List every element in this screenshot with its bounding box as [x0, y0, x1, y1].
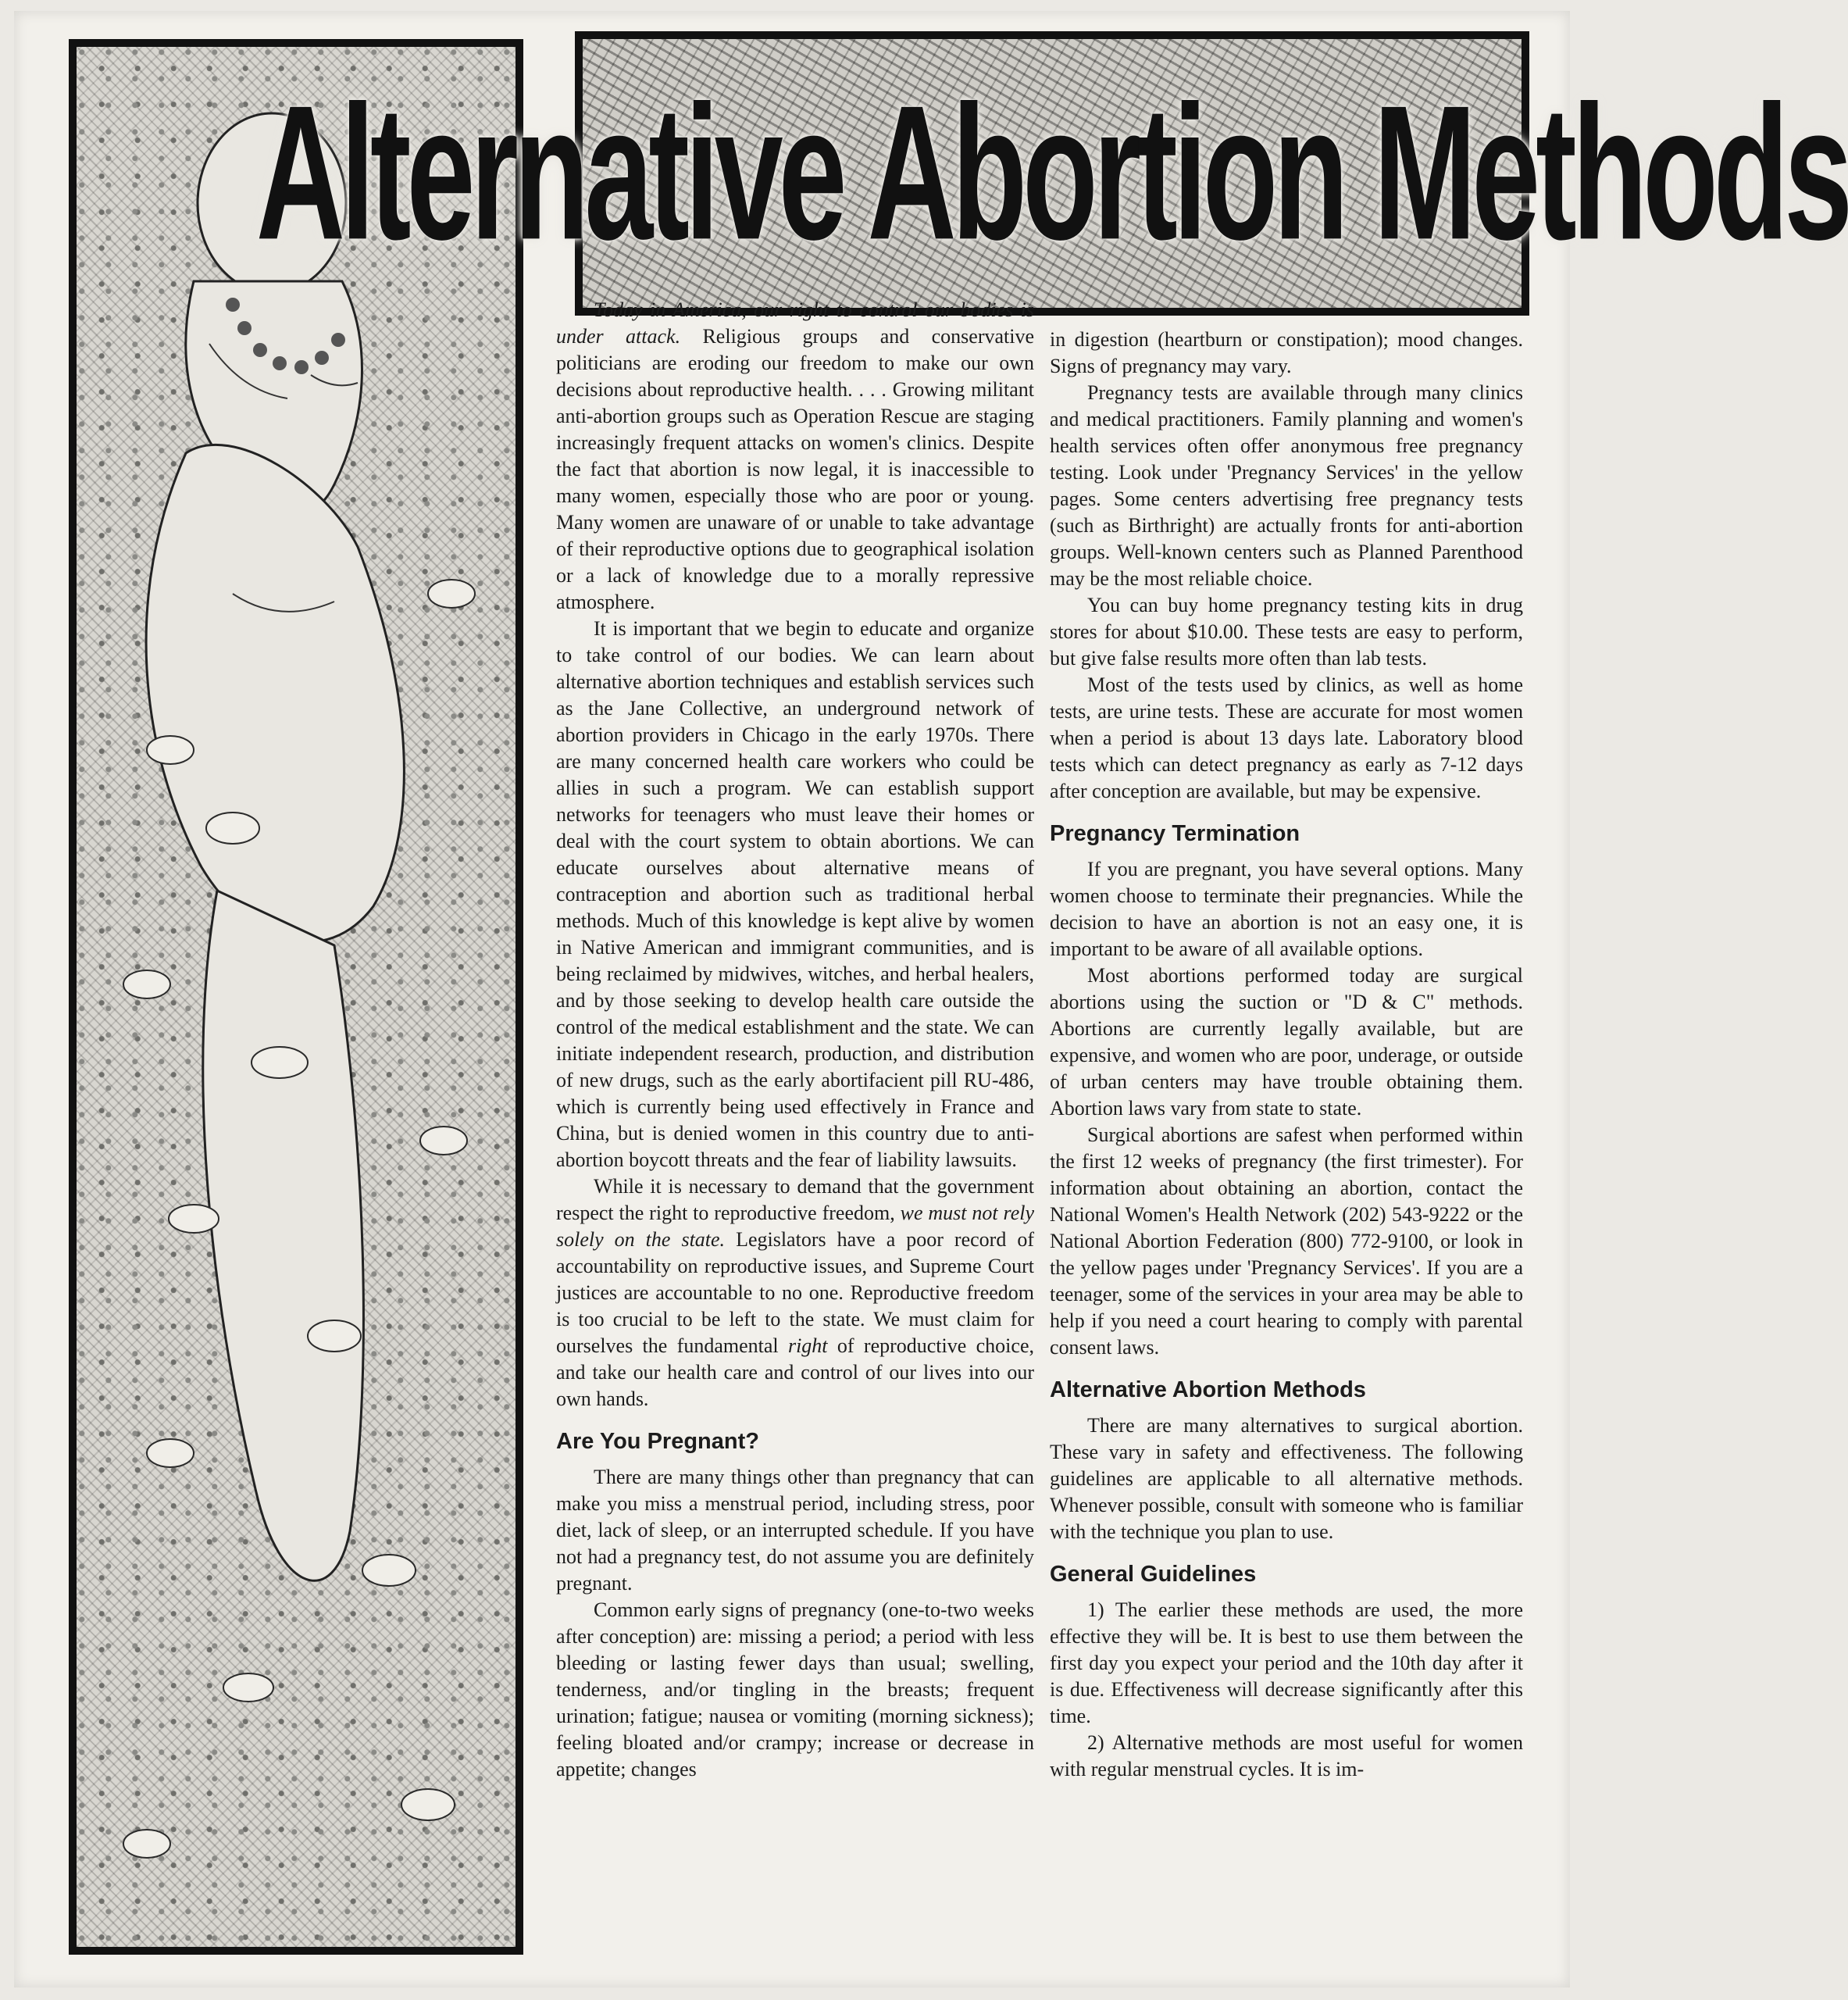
paragraph: 1) The earlier these methods are used, the more effective they will be. It is best to use them between the first day you expect your period and the 10th day after it is due. Effectiveness will decrease significantly after this time.	[1050, 1598, 1523, 1727]
paragraph: There are many things other than pregnancy that can make you miss a menstrual period, including stress, poor diet, lack of sleep, or an interrupted schedule. If you have not had a pregnancy test, do not assume you are definitely pregnant.	[556, 1466, 1034, 1595]
illustration-panel	[69, 39, 523, 1955]
section-heading-termination: Pregnancy Termination	[1050, 821, 1300, 846]
paragraph: Common early signs of pregnancy (one-to-two weeks after conception) are: missing a period; a period with less bleeding or lasting fewer days than usual; swelling, tenderness, and/or tingling in the breasts; frequent urination; fatigue; nausea or vomiting (morning sickness); feeling bloated and/or crampy; increase or decrease in appetite; changes	[556, 1598, 1034, 1780]
text-column-right	[1050, 327, 1523, 1953]
engraving-illustration	[77, 47, 516, 1947]
intro-text: Religious groups and conservative politicians are eroding our freedom to make our own decisions about reproductive health. . . . Growing militant anti-abortion groups such as Operation Rescue are staging increasingly frequent attacks on women's clinics. Despite the fact that abortion is now legal, it is inaccessible to many women, especially those who are poor or young. Many women are unaware of or unable to take advantage of their reproductive options due to geographical isolation or a lack of knowledge due to a morally repressive atmosphere.	[556, 325, 1034, 613]
paragraph-emphasis: we must not rely solely on the state.	[556, 1202, 1035, 1251]
paragraph-emphasis: right	[787, 1334, 828, 1357]
paragraph: Most abortions performed today are surgical abortions using the suction or "D & C" methods. Abortions are currently legally available, but are expensive, and women who are poor, underage, or outside of urban centers may have trouble obtaining them. Abortion laws vary from state to state.	[1050, 964, 1523, 1120]
section-heading-pregnant: Are You Pregnant?	[556, 1429, 759, 1454]
section-heading-guidelines: General Guidelines	[1050, 1562, 1257, 1587]
paragraph-text: Legislators have a poor record of accountability on reproductive issues, and Supreme Court justices are accountable to no one. Reproductive freedom is too crucial to be left to the state. We must claim for ourselves the fundamental	[556, 1228, 1034, 1357]
paragraph: Pregnancy tests are available through many clinics and medical practitioners. Family planning and women's health services often offer anonymous free pregnancy testing. Look under 'Pregnancy Services' in the yellow pages. Some centers advertising free pregnancy tests (such as Birthright) are actually fronts for anti-abortion groups. Well-known centers such as Planned Parenthood may be the most reliable choice.	[1050, 381, 1523, 590]
text-column-left	[556, 297, 1034, 1953]
paragraph: in digestion (heartburn or constipation); mood changes. Signs of pregnancy may vary.	[1050, 328, 1523, 377]
paragraph-text: While it is necessary to demand that the government respect the right to reproductive freedom,	[556, 1175, 1034, 1224]
banner-engraving	[255, 39, 1848, 308]
paragraph: It is important that we begin to educate and organize to take control of our bodies. We can learn about alternative abortion techniques and establish services such as the Jane Collective, an underground network of abortion providers in Chicago in the early 1970s. There are many concerned health care workers who could be allies in such a program. We can establish support networks for teenagers who must leave their homes or deal with the court system to obtain abortions. We can educate ourselves about alternative means of contraception and abortion such as traditional herbal methods. Much of this knowledge is kept alive by women in Native American and immigrant communities, and is being reclaimed by midwives, witches, and herbal healers, and by those seeking to develop health care outside the control of the medical establishment and the state. We can initiate independent research, production, and distribution of new drugs, such as the early abortifacient pill RU-486, which is currently being used effectively in France and China, but is denied women in this country due to anti-abortion boycott threats and the fear of liability lawsuits.	[556, 617, 1034, 1171]
title-banner	[255, 31, 1848, 316]
figure-engraving	[77, 47, 516, 1947]
paragraph: Most of the tests used by clinics, as well as home tests, are urine tests. These are accurate for most women when a period is about 13 days late. Laboratory blood tests which can detect pregnancy as early as 7-12 days after conception are available, but may be expensive.	[1050, 673, 1523, 802]
paragraph: You can buy home pregnancy testing kits in drug stores for about $10.00. These tests are easy to perform, but give false results more often than lab tests.	[1050, 594, 1523, 670]
section-heading-alternative: Alternative Abortion Methods	[1050, 1377, 1366, 1402]
paragraph: Surgical abortions are safest when performed within the first 12 weeks of pregnancy (the first trimester). For information about obtaining an abortion, contact the National Women's Health Network (202) 543-9222 or the National Abortion Federation (800) 772-9100, or look in the yellow pages under 'Pregnancy Services'. If you are a teenager, some of the services in your area may be able to help if you need a court hearing to comply with parental consent laws.	[1050, 1123, 1523, 1359]
paragraph-text: of reproductive choice, and take our health care and control of our lives into our own hands.	[556, 1334, 1034, 1410]
paragraph: 2) Alternative methods are most useful for women with regular menstrual cycles. It is im-	[1050, 1731, 1523, 1780]
page-title: Alternative Abortion Methods	[255, 66, 1848, 280]
paragraph: If you are pregnant, you have several options. Many women choose to terminate their pregnancies. While the decision to have an abortion is not an easy one, it is important to be aware of all available options.	[1050, 858, 1523, 960]
paragraph	[556, 1173, 1034, 1412]
intro-paragraph	[556, 297, 1034, 616]
intro-lead: Today in America, our right to control our bodies is under attack.	[556, 298, 1034, 348]
paragraph: There are many alternatives to surgical abortion. These vary in safety and effectiveness. The following guidelines are applicable to all alternative methods. Whenever possible, consult with someone who is familiar with the technique you plan to use.	[1050, 1414, 1523, 1543]
